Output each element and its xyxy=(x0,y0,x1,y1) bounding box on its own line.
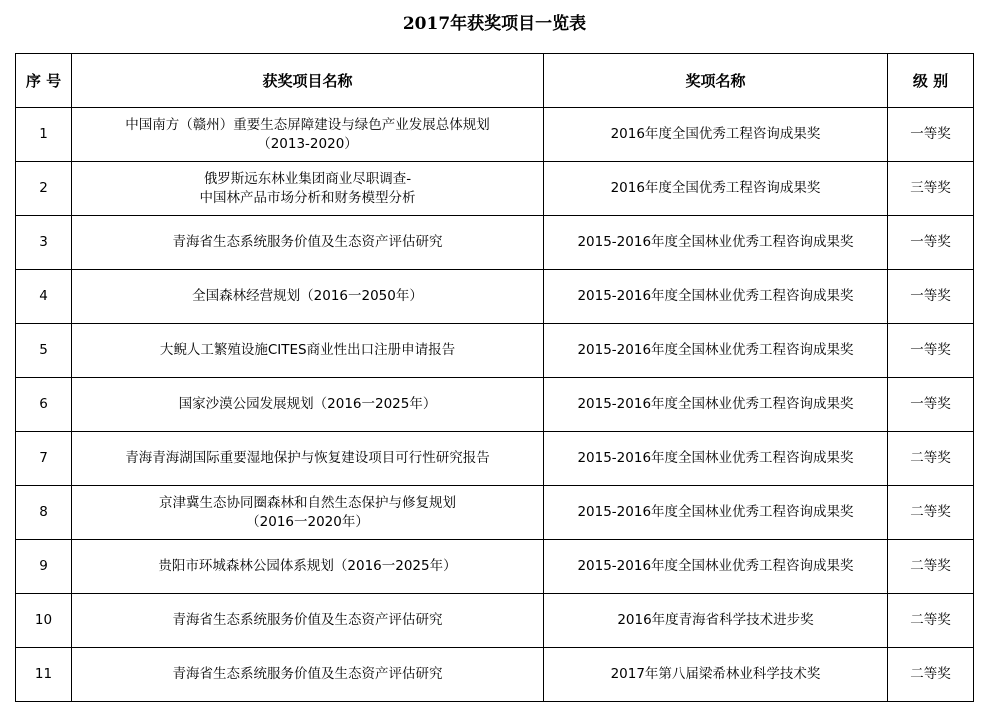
award-name-cell: 2016年度全国优秀工程咨询成果奖 xyxy=(544,108,888,162)
project-name-cell xyxy=(72,378,544,432)
row-index-cell: 10 xyxy=(16,594,72,648)
project-name-line: 俄罗斯远东林业集团商业尽职调查- xyxy=(203,170,412,187)
row-index-cell: 1 xyxy=(16,108,72,162)
award-level-cell: 一等奖 xyxy=(888,378,974,432)
project-name-cell xyxy=(72,216,544,270)
award-name-cell: 2015-2016年度全国林业优秀工程咨询成果奖 xyxy=(544,324,888,378)
row-index-cell: 9 xyxy=(16,540,72,594)
row-index-cell: 6 xyxy=(16,378,72,432)
table-row xyxy=(16,486,974,540)
row-index-cell: 3 xyxy=(16,216,72,270)
project-name-cell xyxy=(72,432,544,486)
award-level-cell: 一等奖 xyxy=(888,216,974,270)
table-body xyxy=(16,108,974,702)
table-header-row xyxy=(16,54,974,108)
table-row xyxy=(16,270,974,324)
award-name-cell: 2015-2016年度全国林业优秀工程咨询成果奖 xyxy=(544,540,888,594)
award-table xyxy=(15,53,974,702)
table-row xyxy=(16,108,974,162)
page-title: 2017年获奖项目一览表 xyxy=(402,14,587,34)
project-name-line: 青海省生态系统服务价值及生态资产评估研究 xyxy=(172,612,443,628)
award-level-cell: 二等奖 xyxy=(888,594,974,648)
award-level-cell: 二等奖 xyxy=(888,432,974,486)
project-name-line: 中国林产品市场分析和财务模型分析 xyxy=(199,189,416,206)
table-row xyxy=(16,216,974,270)
row-index-cell: 4 xyxy=(16,270,72,324)
table-row xyxy=(16,162,974,216)
table-row xyxy=(16,378,974,432)
table-row xyxy=(16,648,974,702)
column-header-level: 级 别 xyxy=(888,54,974,108)
award-level-cell: 一等奖 xyxy=(888,324,974,378)
project-name-line: 国家沙漠公园发展规划（2016一2025年） xyxy=(178,396,437,412)
project-name-line: （2013-2020） xyxy=(257,135,358,152)
award-level-cell: 二等奖 xyxy=(888,486,974,540)
award-name-cell: 2015-2016年度全国林业优秀工程咨询成果奖 xyxy=(544,486,888,540)
row-index-cell: 7 xyxy=(16,432,72,486)
award-level-cell: 一等奖 xyxy=(888,108,974,162)
project-name-cell xyxy=(72,324,544,378)
project-name-line: 青海省生态系统服务价值及生态资产评估研究 xyxy=(172,234,443,250)
project-name-cell xyxy=(72,162,544,216)
column-header-index: 序 号 xyxy=(16,54,72,108)
award-name-cell: 2015-2016年度全国林业优秀工程咨询成果奖 xyxy=(544,378,888,432)
column-header-project: 获奖项目名称 xyxy=(72,54,544,108)
table-row xyxy=(16,432,974,486)
project-name-cell xyxy=(72,486,544,540)
table-row xyxy=(16,324,974,378)
award-name-cell: 2015-2016年度全国林业优秀工程咨询成果奖 xyxy=(544,270,888,324)
row-index-cell: 8 xyxy=(16,486,72,540)
table-row xyxy=(16,540,974,594)
award-name-cell: 2015-2016年度全国林业优秀工程咨询成果奖 xyxy=(544,432,888,486)
project-name-line: 青海省生态系统服务价值及生态资产评估研究 xyxy=(172,666,443,682)
award-name-cell: 2016年度青海省科学技术进步奖 xyxy=(544,594,888,648)
table-row xyxy=(16,594,974,648)
project-name-line: 中国南方（赣州）重要生态屏障建设与绿色产业发展总体规划 xyxy=(125,116,490,133)
project-name-cell xyxy=(72,108,544,162)
row-index-cell: 2 xyxy=(16,162,72,216)
award-level-cell: 二等奖 xyxy=(888,648,974,702)
row-index-cell: 5 xyxy=(16,324,72,378)
award-level-cell: 三等奖 xyxy=(888,162,974,216)
award-level-cell: 二等奖 xyxy=(888,540,974,594)
project-name-line: 贵阳市环城森林公园体系规划（2016一2025年） xyxy=(158,558,457,574)
project-name-line: 大鲵人工繁殖设施CITES商业性出口注册申请报告 xyxy=(159,342,456,358)
project-name-line: （2016一2020年） xyxy=(246,513,369,530)
column-header-award: 奖项名称 xyxy=(544,54,888,108)
project-name-cell xyxy=(72,270,544,324)
project-name-cell xyxy=(72,594,544,648)
project-name-line: 全国森林经营规划（2016一2050年） xyxy=(192,288,423,304)
award-name-cell: 2017年第八届梁希林业科学技术奖 xyxy=(544,648,888,702)
award-name-cell: 2015-2016年度全国林业优秀工程咨询成果奖 xyxy=(544,216,888,270)
project-name-cell xyxy=(72,540,544,594)
award-level-cell: 一等奖 xyxy=(888,270,974,324)
row-index-cell: 11 xyxy=(16,648,72,702)
project-name-cell xyxy=(72,648,544,702)
project-name-line: 京津冀生态协同圈森林和自然生态保护与修复规划 xyxy=(159,494,456,511)
project-name-line: 青海青海湖国际重要湿地保护与恢复建设项目可行性研究报告 xyxy=(125,450,490,466)
award-name-cell: 2016年度全国优秀工程咨询成果奖 xyxy=(544,162,888,216)
